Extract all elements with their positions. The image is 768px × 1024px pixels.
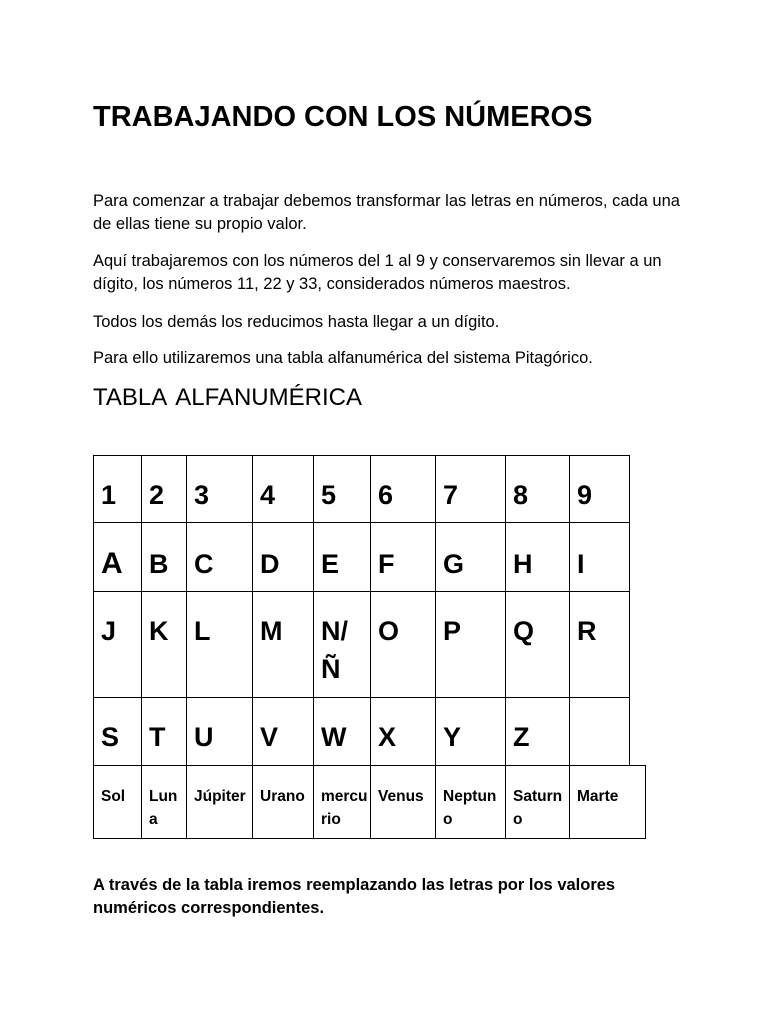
table-cell: 4 — [253, 456, 314, 523]
table-row-numbers — [94, 456, 630, 523]
table-cell: C — [187, 523, 253, 592]
table-cell: Z — [506, 698, 570, 766]
table-cell: 3 — [187, 456, 253, 523]
table-cell: 5 — [314, 456, 371, 523]
paragraph-master-numbers: Aquí trabajaremos con los números del 1 al 9 y conservaremos sin llevar a un dígito, los números 11, 22 y 33, considerados números maestros. — [93, 252, 662, 293]
table-cell: H — [506, 523, 570, 592]
table-cell: P — [436, 592, 506, 698]
table-title: TABLA ALFANUMÉRICA — [93, 384, 362, 411]
table-cell: Y — [436, 698, 506, 766]
paragraph-table-intro: Para ello utilizaremos una tabla alfanumérica del sistema Pitagórico. — [93, 349, 593, 367]
table-cell: Q — [506, 592, 570, 698]
table-cell — [570, 698, 630, 766]
table-cell: R — [570, 592, 630, 698]
table-row-letters-s — [94, 698, 630, 766]
table-cell: N/ Ñ — [314, 592, 371, 698]
planet-cell: Venus — [371, 766, 436, 839]
paragraph-reduce: Todos los demás los reducimos hasta llegar a un dígito. — [93, 313, 500, 331]
table-cell: 8 — [506, 456, 570, 523]
table-cell: W — [314, 698, 371, 766]
paragraph-intro: Para comenzar a trabajar debemos transformar las letras en números, cada una de ellas tiene su propio valor. — [93, 192, 680, 233]
planet-cell: Marte — [570, 766, 646, 839]
table-row-planets — [94, 766, 646, 839]
table-cell: 2 — [142, 456, 187, 523]
table-row-letters-a — [94, 523, 630, 592]
planet-cell: Luna — [142, 766, 187, 839]
table-cell: A — [94, 523, 142, 592]
table-cell: S — [94, 698, 142, 766]
table-cell: I — [570, 523, 630, 592]
planet-cell: Saturno — [506, 766, 570, 839]
planet-cell: Sol — [94, 766, 142, 839]
table-cell: 7 — [436, 456, 506, 523]
table-cell: M — [253, 592, 314, 698]
table-cell: X — [371, 698, 436, 766]
alphanumeric-table — [93, 455, 630, 766]
table-cell: 1 — [94, 456, 142, 523]
planet-cell: Neptuno — [436, 766, 506, 839]
table-cell: G — [436, 523, 506, 592]
table-cell: T — [142, 698, 187, 766]
table-cell: V — [253, 698, 314, 766]
planet-cell: mercurio — [314, 766, 371, 839]
table-cell: D — [253, 523, 314, 592]
table-row-letters-j — [94, 592, 630, 698]
planets-table — [93, 765, 646, 839]
table-cell: F — [371, 523, 436, 592]
table-cell: B — [142, 523, 187, 592]
table-cell: O — [371, 592, 436, 698]
paragraph-outro: A través de la tabla iremos reemplazando las letras por los valores numéricos correspondientes. — [93, 876, 616, 917]
table-cell: 9 — [570, 456, 630, 523]
page-title: TRABAJANDO CON LOS NÚMEROS — [93, 101, 593, 133]
planet-cell: Urano — [253, 766, 314, 839]
planet-cell: Júpiter — [187, 766, 253, 839]
table-cell: J — [94, 592, 142, 698]
table-cell: L — [187, 592, 253, 698]
table-cell: E — [314, 523, 371, 592]
table-cell: U — [187, 698, 253, 766]
table-cell: 6 — [371, 456, 436, 523]
table-cell: K — [142, 592, 187, 698]
